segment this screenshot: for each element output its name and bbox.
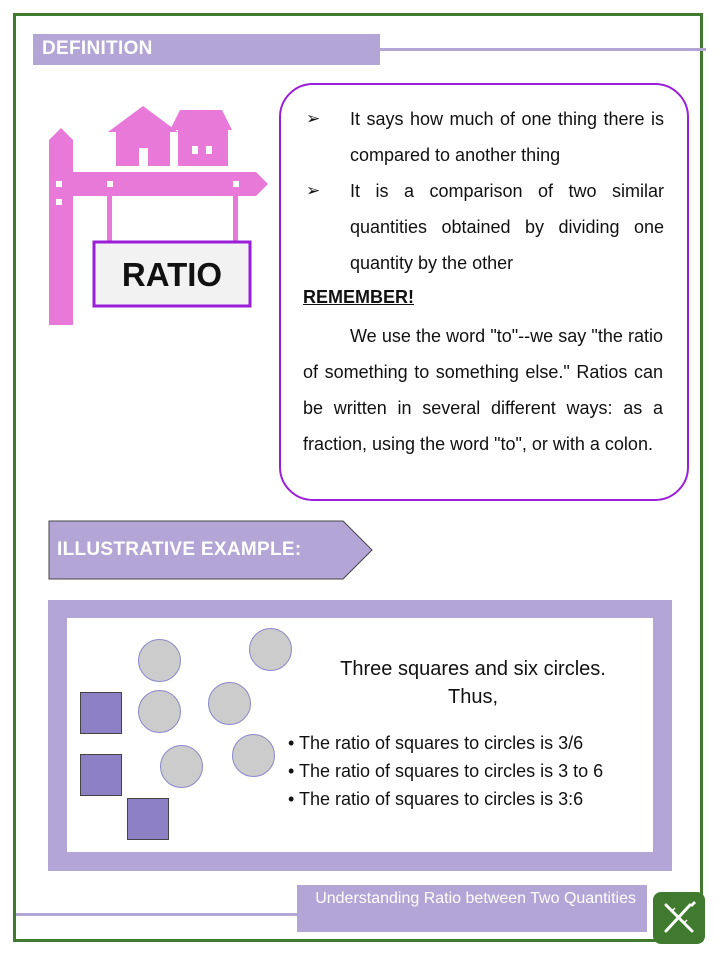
house-roof-left bbox=[108, 106, 178, 132]
circle-shape bbox=[232, 734, 275, 777]
definition-title: DEFINITION bbox=[42, 38, 153, 59]
example-ratio-item: • The ratio of squares to circles is 3:6 bbox=[288, 789, 584, 809]
sign-post-top bbox=[49, 128, 73, 140]
remember-heading: REMEMBER! bbox=[303, 287, 414, 307]
definition-bullet-text: It is a comparison of two similar quantities obtained by dividing one quantity by the other bbox=[350, 181, 664, 273]
definition-header-line bbox=[380, 48, 706, 51]
remember-paragraph: We use the word "to"--we say "the ratio of something to something else." Ratios can be written in several different ways: as a fraction, using the word "to", or with a colon. bbox=[303, 326, 663, 454]
circle-shape bbox=[138, 690, 181, 733]
arrow-bullet-icon: ➢ bbox=[306, 109, 321, 128]
square-shape bbox=[80, 692, 122, 734]
circle-shape bbox=[249, 628, 292, 671]
example-heading: Three squares and six circles. Thus, bbox=[340, 658, 606, 708]
footer-line bbox=[16, 913, 297, 916]
house-roof-right bbox=[170, 110, 232, 130]
square-shape bbox=[80, 754, 122, 796]
arrow-bullet-icon: ➢ bbox=[306, 181, 321, 200]
example-ratio-item: • The ratio of squares to circles is 3/6 bbox=[288, 733, 584, 753]
example-ratio-item: • The ratio of squares to circles is 3 to 6 bbox=[288, 761, 604, 781]
square-shape bbox=[127, 798, 169, 840]
sign-post bbox=[49, 140, 73, 325]
circle-shape bbox=[138, 639, 181, 682]
footer-title: Understanding Ratio between Two Quantities bbox=[315, 890, 636, 907]
illustrative-example-title: ILLUSTRATIVE EXAMPLE: bbox=[57, 539, 302, 560]
definition-bullet-text: It says how much of one thing there is compared to another thing bbox=[350, 109, 664, 165]
ratio-sign-label: RATIO bbox=[121, 256, 223, 293]
circle-shape bbox=[208, 682, 251, 725]
circle-shape bbox=[160, 745, 203, 788]
house-right bbox=[178, 130, 228, 166]
pencil-ruler-logo-icon bbox=[652, 891, 706, 945]
